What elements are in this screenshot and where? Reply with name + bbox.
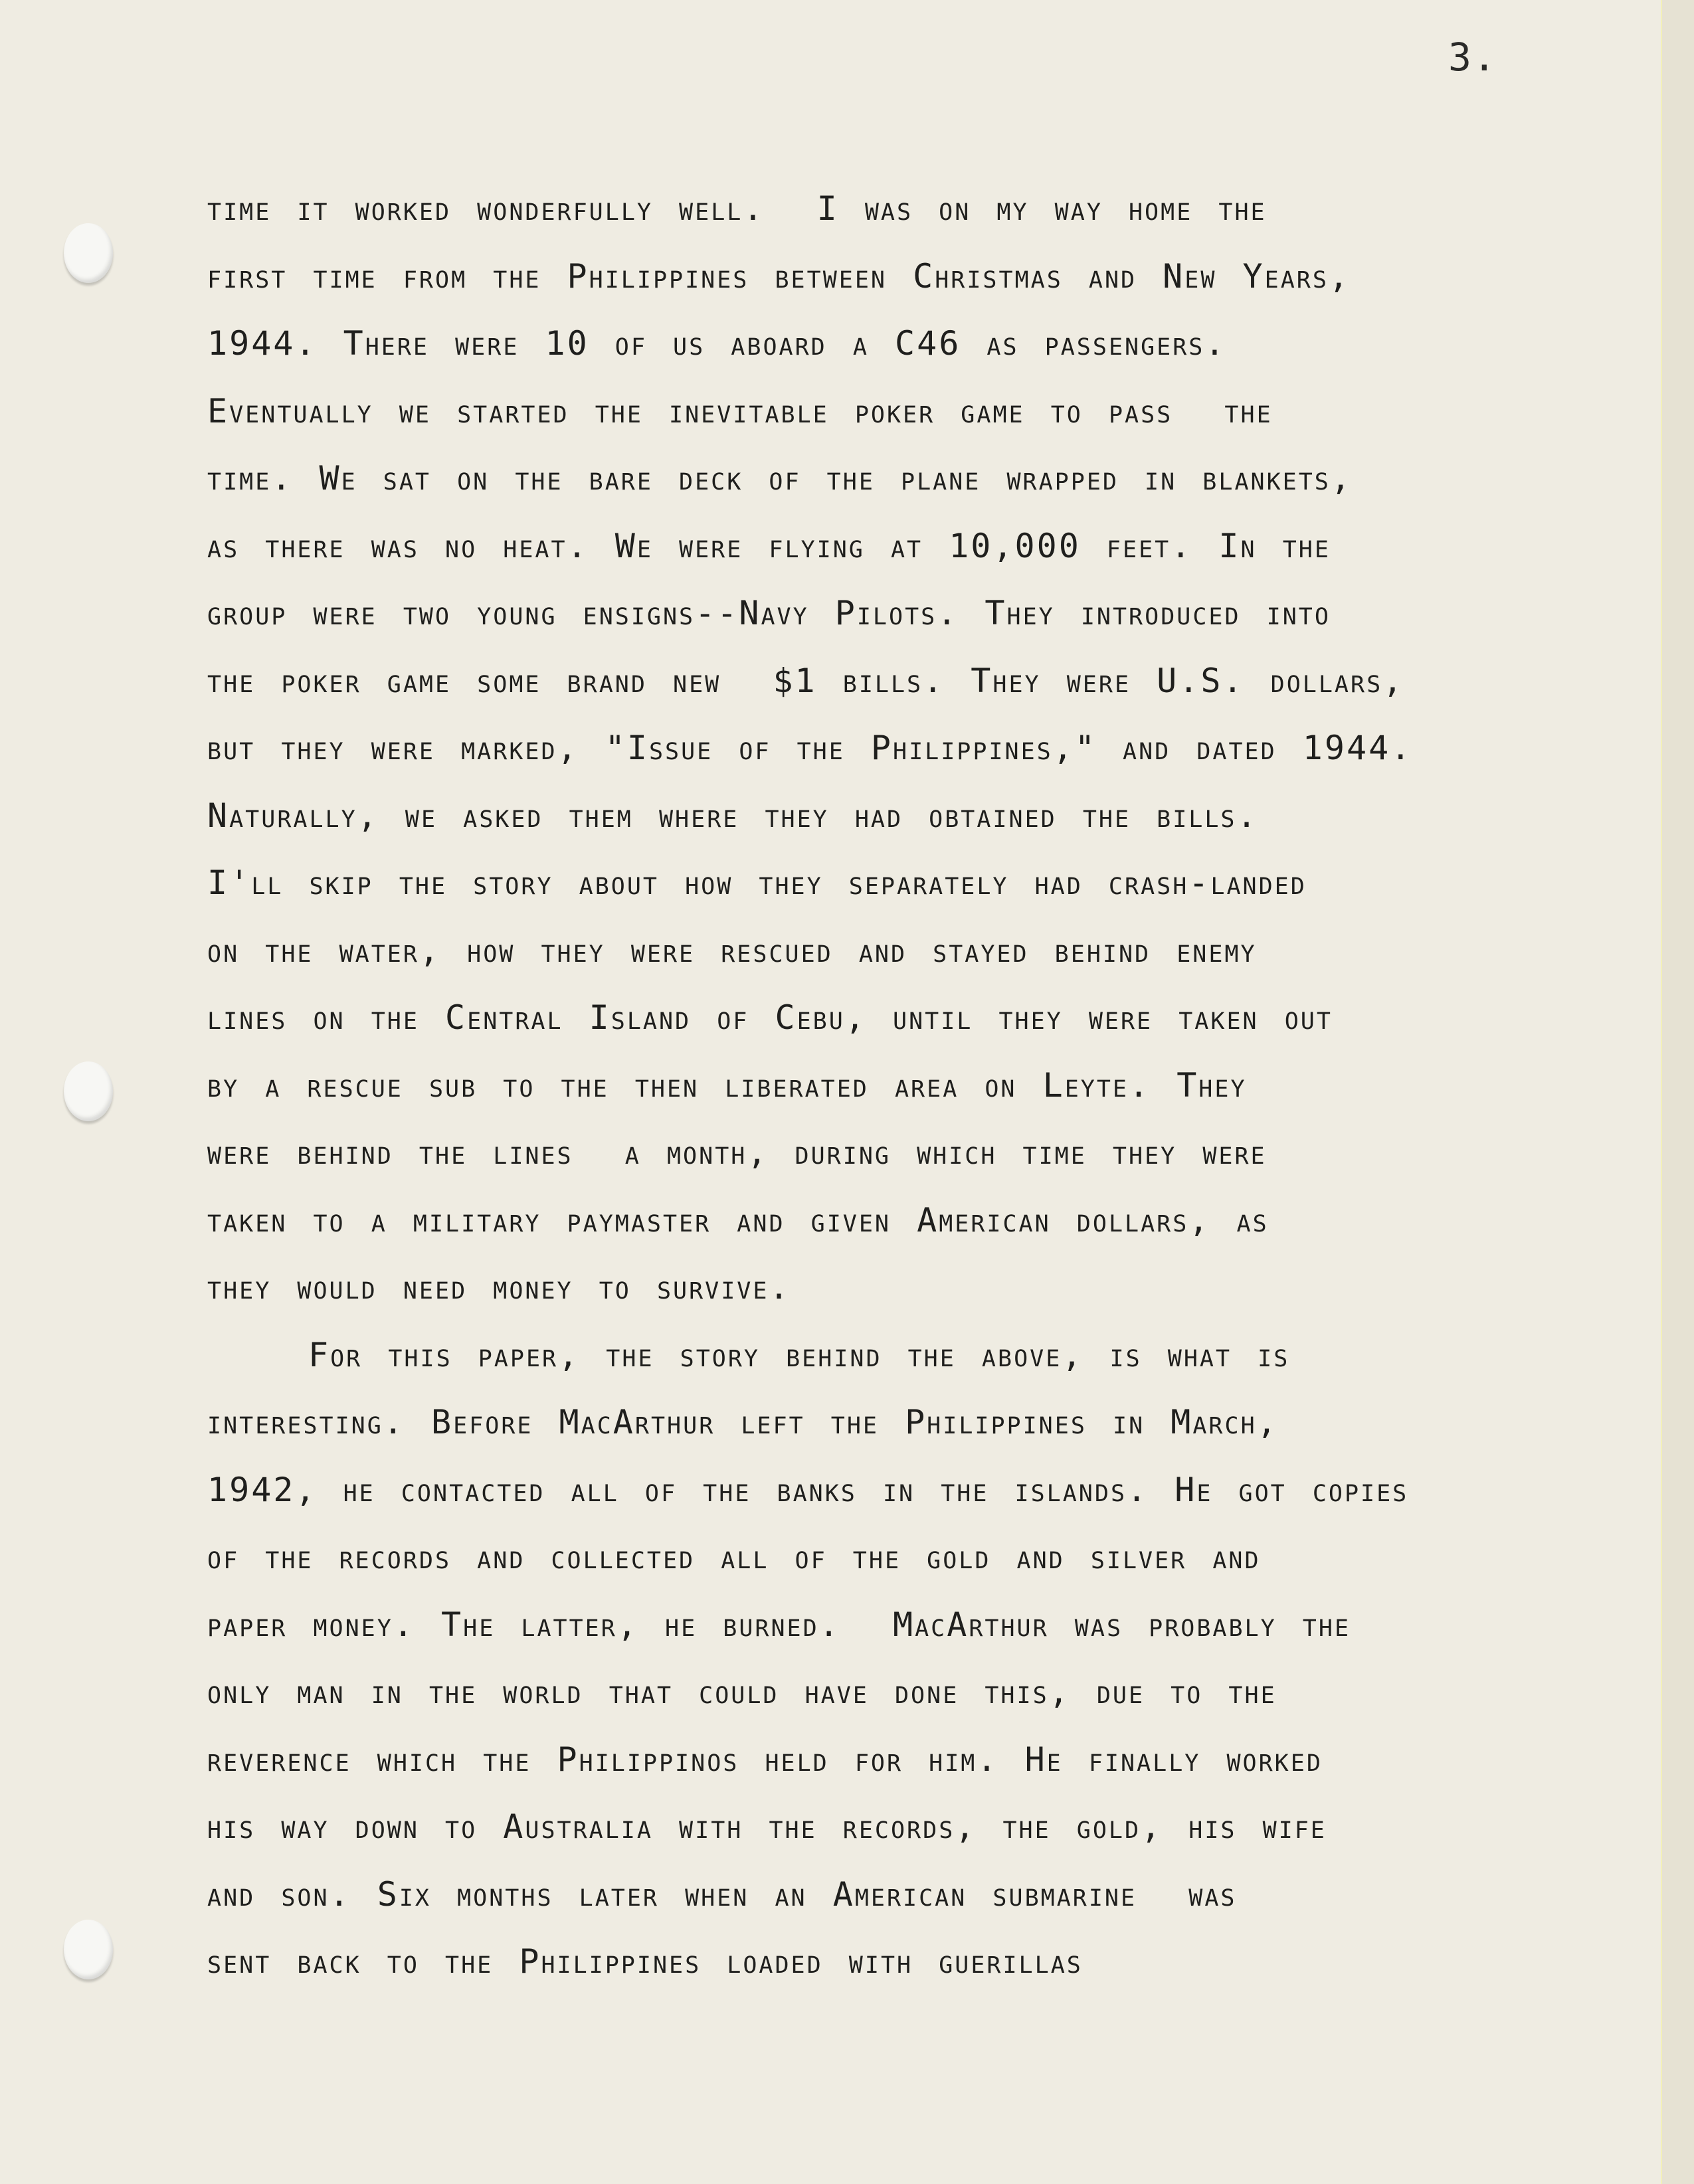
paragraph-2 bbox=[207, 1334, 1562, 2008]
text-line: of the records and collected all of the gold and silver and bbox=[207, 1538, 1261, 1576]
text-line: only man in the world that could have done this, due to the bbox=[207, 1673, 1277, 1711]
paragraph-1 bbox=[207, 187, 1562, 1334]
text-line: on the water, how they were rescued and stayed behind enemy bbox=[207, 931, 1257, 970]
text-line: taken to a military paymaster and given American dollars, as bbox=[207, 1200, 1269, 1239]
text-line: Naturally, we asked them where they had obtained the bills. bbox=[207, 796, 1259, 835]
text-line: interesting. Before MacArthur left the Philippines in March, bbox=[207, 1403, 1279, 1441]
page-number: 3. bbox=[1448, 35, 1497, 80]
text-line: his way down to Australia with the records, the gold, his wife bbox=[207, 1807, 1327, 1846]
binder-hole-bottom bbox=[64, 1920, 113, 1979]
binder-hole-middle bbox=[64, 1061, 113, 1121]
text-line: time it worked wonderfully well. I was on my way home the bbox=[207, 189, 1267, 228]
text-line: they would need money to survive. bbox=[207, 1268, 791, 1307]
text-line: were behind the lines a month, during which time they were bbox=[207, 1133, 1267, 1172]
text-line: Eventually we started the inevitable poker game to pass the bbox=[207, 391, 1273, 430]
typed-body-text bbox=[207, 187, 1562, 2008]
page-edge bbox=[1661, 0, 1694, 2184]
text-line: reverence which the Philippinos held for him. He finally worked bbox=[207, 1740, 1323, 1779]
text-line: time. We sat on the bare deck of the plane wrapped in blankets, bbox=[207, 459, 1353, 498]
text-line: 1944. There were 10 of us aboard a C46 as passengers. bbox=[207, 324, 1227, 363]
text-line: as there was no heat. We were flying at 10,000 feet. In the bbox=[207, 526, 1331, 565]
text-line: For this paper, the story behind the above, is what is bbox=[308, 1335, 1290, 1374]
text-line: the poker game some brand new $1 bills. They were U.S. dollars, bbox=[207, 661, 1405, 700]
text-line: lines on the Central Island of Cebu, until they were taken out bbox=[207, 998, 1333, 1037]
text-line: I'll skip the story about how they separately had crash-landed bbox=[207, 864, 1307, 902]
text-line: sent back to the Philippines loaded with guerillas bbox=[207, 1942, 1083, 1981]
text-line: group were two young ensigns--Navy Pilots. They introduced into bbox=[207, 594, 1331, 632]
text-line: paper money. The latter, he burned. MacArthur was probably the bbox=[207, 1605, 1351, 1644]
text-line: 1942, he contacted all of the banks in the islands. He got copies bbox=[207, 1470, 1409, 1509]
binder-hole-top bbox=[64, 223, 113, 283]
text-line: but they were marked, "Issue of the Philippines," and dated 1944. bbox=[207, 729, 1413, 767]
text-line: by a rescue sub to the then liberated area on Leyte. They bbox=[207, 1065, 1247, 1105]
text-line: first time from the Philippines between Christmas and New Years, bbox=[207, 256, 1351, 296]
text-line: and son. Six months later when an American submarine was bbox=[207, 1874, 1237, 1914]
